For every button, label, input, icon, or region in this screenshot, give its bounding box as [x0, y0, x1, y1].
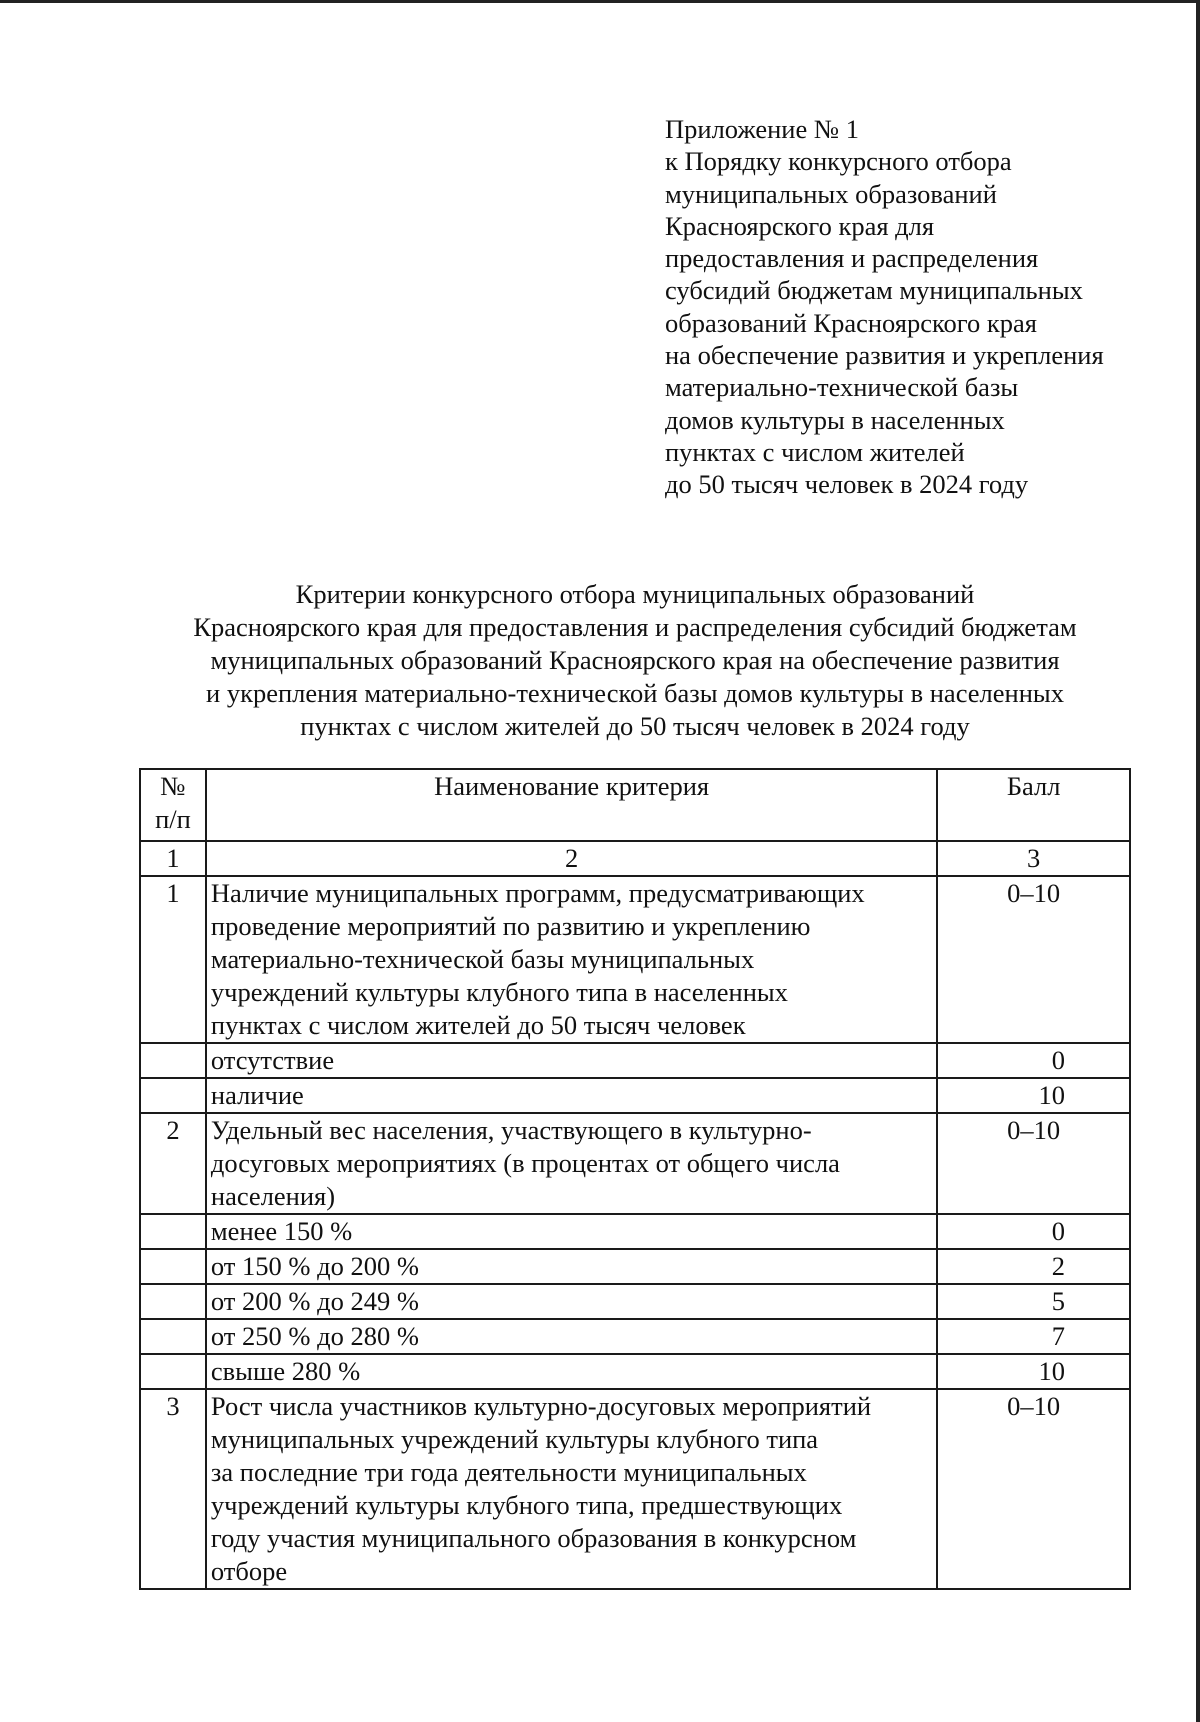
criterion-line: Удельный вес населения, участвующего в культурно-	[210, 1115, 812, 1145]
appendix-line: Приложение № 1	[665, 114, 860, 144]
criterion-line: Рост числа участников культурно-досуговых мероприятий	[210, 1391, 872, 1421]
option-text-cell: от 200 % до 249 %	[206, 1284, 937, 1319]
table-row	[140, 1214, 1130, 1249]
option-text-cell: менее 150 %	[206, 1214, 937, 1249]
appendix-line: материально-технической базы	[665, 372, 1019, 403]
header-num-abbrev: п/п	[155, 804, 191, 834]
criterion-line: году участия муниципального образования в конкурсном	[210, 1523, 857, 1553]
score-cell: 0–10	[937, 1389, 1130, 1589]
score-cell: 0–10	[937, 876, 1130, 1043]
appendix-line: субсидий бюджетам муниципальных	[665, 275, 1083, 306]
score-cell: 0	[937, 1043, 1130, 1078]
appendix-line: Красноярского края для	[665, 210, 935, 241]
appendix-line: домов культуры в населенных	[665, 404, 1005, 435]
criterion-line: за последние три года деятельности муниципальных	[210, 1457, 807, 1487]
appendix-line: образований Красноярского края	[665, 307, 1037, 338]
header-num-cell	[140, 769, 206, 841]
option-text-cell: свыше 280 %	[206, 1354, 937, 1389]
appendix-line: до 50 тысяч человек в 2024 году	[665, 469, 1029, 500]
row-num-cell: 2	[140, 1113, 206, 1214]
row-num-cell	[140, 1043, 206, 1078]
row-num-cell: 3	[140, 1389, 206, 1589]
table-row	[140, 1113, 1130, 1214]
option-text-cell: от 150 % до 200 %	[206, 1249, 937, 1284]
score-cell: 0	[937, 1214, 1130, 1249]
criterion-line: Наличие муниципальных программ, предусматривающих	[210, 878, 865, 908]
criterion-text-cell	[206, 876, 937, 1043]
criterion-line: пунктах с числом жителей до 50 тысяч человек	[210, 1010, 746, 1040]
header-name-cell: Наименование критерия	[206, 769, 937, 841]
column-number-row	[140, 841, 1130, 876]
title-line: и укрепления материально-технической базы домов культуры в населенных	[206, 678, 1064, 708]
table-row	[140, 1249, 1130, 1284]
table-row	[140, 1284, 1130, 1319]
criterion-line: материально-технической базы муниципальных	[210, 944, 755, 974]
title-line: муниципальных образований Красноярского края на обеспечение развития	[210, 645, 1060, 675]
title-line: Красноярского края для предоставления и распределения субсидий бюджетам	[193, 612, 1077, 642]
appendix-line: предоставления и распределения	[665, 243, 1039, 274]
criterion-line: досуговых мероприятиях (в процентах от общего числа	[210, 1148, 840, 1178]
row-num-cell	[140, 1319, 206, 1354]
row-num-cell	[140, 1078, 206, 1113]
table-header-row	[140, 769, 1130, 841]
row-num-cell	[140, 1249, 206, 1284]
row-num-cell: 1	[140, 876, 206, 1043]
column-number-cell: 3	[937, 841, 1130, 876]
column-number-cell: 2	[206, 841, 937, 876]
row-num-cell	[140, 1354, 206, 1389]
appendix-line: на обеспечение развития и укрепления	[665, 340, 1104, 371]
column-number-cell: 1	[140, 841, 206, 876]
page-right-border	[1196, 0, 1200, 1722]
criterion-line: проведение мероприятий по развитию и укреплению	[210, 911, 811, 941]
document-title	[60, 578, 1200, 743]
option-text-cell: от 250 % до 280 %	[206, 1319, 937, 1354]
table-row	[140, 1078, 1130, 1113]
score-cell: 0–10	[937, 1113, 1130, 1214]
criterion-text-cell	[206, 1113, 937, 1214]
row-num-cell	[140, 1214, 206, 1249]
header-score-cell: Балл	[937, 769, 1130, 841]
option-text-cell: наличие	[206, 1078, 937, 1113]
score-cell: 10	[937, 1078, 1130, 1113]
appendix-line: пунктах с числом жителей	[665, 436, 965, 467]
criterion-line: муниципальных учреждений культуры клубного типа	[210, 1424, 819, 1454]
table-row	[140, 1319, 1130, 1354]
score-cell: 7	[937, 1319, 1130, 1354]
title-line: Критерии конкурсного отбора муниципальных образований	[295, 579, 975, 609]
header-num-symbol: №	[160, 771, 186, 801]
criterion-line: населения)	[210, 1181, 336, 1211]
criterion-line: отборе	[210, 1556, 288, 1586]
table-row	[140, 1043, 1130, 1078]
page-top-border	[0, 0, 1200, 3]
score-cell: 5	[937, 1284, 1130, 1319]
row-num-cell	[140, 1284, 206, 1319]
criteria-table	[139, 768, 1131, 1590]
appendix-line: муниципальных образований	[665, 178, 997, 209]
title-line: пунктах с числом жителей до 50 тысяч человек в 2024 году	[300, 711, 970, 741]
appendix-line: к Порядку конкурсного отбора	[665, 146, 1012, 177]
table-row	[140, 876, 1130, 1043]
option-text-cell: отсутствие	[206, 1043, 937, 1078]
criterion-text-cell	[206, 1389, 937, 1589]
appendix-block	[665, 113, 1185, 501]
score-cell: 2	[937, 1249, 1130, 1284]
criterion-line: учреждений культуры клубного типа в населенных	[210, 977, 788, 1007]
criterion-line: учреждений культуры клубного типа, предшествующих	[210, 1490, 843, 1520]
table-row	[140, 1354, 1130, 1389]
table-row	[140, 1389, 1130, 1589]
score-cell: 10	[937, 1354, 1130, 1389]
